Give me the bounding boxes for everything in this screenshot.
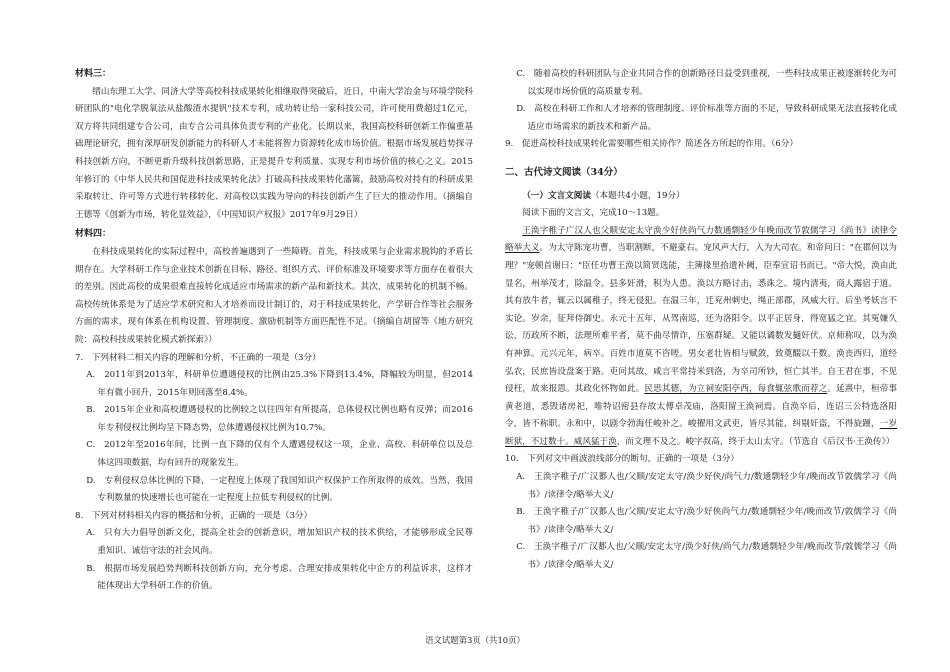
material-3-title: 材料三：	[75, 69, 112, 79]
q7-option-b: B. 2015年企业和高校遭遇侵权的比例较之以往四年有所提高，总体侵权比例也略有反弹；而2016年专利侵权比例均呈下降态势，总体遭遇侵权比例为10.7%。	[86, 405, 473, 433]
q10-option-c: C. 王涣字稚子/广汉郪人也/父顺/安定太守/涣少好侠/尚气力/数通剽轻少年/晚而改节/敦儒学习《尚书》/读律令/略举大义/	[516, 542, 897, 571]
q8-option-d: D. 高校在科研工作和人才培养的管理制度、评价标准等方面的不足，导致科研成果无法直接转化成适应市场需求的新技术和新产品。	[516, 104, 897, 132]
right-column	[505, 66, 897, 575]
question-8: 8. 下列对材料相关内容的概括和分析，正确的一项是（3分）	[75, 510, 313, 521]
left-column	[75, 66, 473, 596]
underlined-sentence-2: 一岁断狱，不过数十。威风猛于涣	[505, 419, 897, 447]
material-4-title: 材料四：	[75, 229, 112, 240]
classical-text	[505, 223, 897, 452]
text-part-2: 。延熹中，桓帝事黄老道，悉毁诸房祀，唯特诏密县存故太傅卓茂庙，洛阳留王涣祠焉。自涣卒后，连诏三公特选洛阳令，皆不称职。永和中，以剧令勃海任峻补之。峻擢用文武吏，皆尽其能，纠剔奸盗，不得旋踵，	[505, 384, 897, 430]
q10-option-a: A. 王涣字稚子/广汉郪人也/父顺/安定太守/涣少好侠/尚气力/数通剽轻少年/晚而改节敦儒学习《尚书》/读律令/略举大义/	[516, 472, 897, 500]
q7-option-d: D. 专利侵权总体比例的下降，一定程度上体现了我国知识产权保护工作所取得的成效。当然，我国专利数量的快速增长也可能在一定程度上拉低专利侵权的比例。	[86, 475, 473, 504]
q7-option-a: A. 2011年到2013年，科研单位遭遇侵权的比例由25.3%下降到13.4%，降幅较为明显，但2014年有微小回升，2015年则回落至8.4%。	[86, 370, 473, 398]
subsection-detail: （本题共4小题，19分）	[590, 190, 685, 201]
q8-option-c: C. 随着高校的科研团队与企业共同合作的创新路径日益受到重视，一些科技成果正被逐渐转化为可以实现市场价值的高质量专利。	[516, 69, 897, 97]
text-part-1: 。为太守陈宠功曹，当职割断，不避豪右。宠风声大行，入为大司农。和帝问曰："在郡何以为理？"宠顿首谢曰："臣任功曹王涣以简贤选能，主簿掾里拾遗补阙，臣奉宣诏书而已。"帝大悦，涣由此显名，州举茂才，除温令。县多奸滑，积为人患。涣以方略讨击，悉诛之。境内清夷，商人露宿于道。其有放牛者，辄云以属稚子，终无侵犯。在温三年，迁兖州刺史，绳正部郡，风威大行。后坐考妖言不实论。岁余，征拜侍御史。永元十五年，从驾南巡，还为洛阳令。以平正居身，得宽猛之宜。其冤嫌久讼，历政所不断，法理所难平者，莫不曲尽情诈，压塞群疑。又能以谲数发擿奸伏。京师称叹，以为涣有神算。元兴元年，病卒。百姓市道莫不咨嗟。男女老壮皆相与赋敛，致奠醊以千数。涣丧西归，道经弘农，民庶皆设盘案于路。吏问其故，咸言平常持米到洛，为卒司所钞，恒亡其半。自王君在事，不见侵枉，故来报恩。其政化怀物如此。	[505, 243, 897, 395]
underlined-sentence-1: 民思其德，为立祠安阳亭西，每食辄弦歌而荐之	[644, 384, 828, 395]
subsection-title: （一）文言文阅读	[522, 190, 591, 201]
q7-option-c: C. 2012年至2016年间，比例一直下降的仅有个人遭遇侵权这一项，企业、高校、科研单位以及总体这四项数据，均有回升的现象发生。	[86, 440, 473, 469]
question-9: 9. 促进高校科技成果转化需要哪些相关协作？简述各方所起的作用。（6分）	[505, 139, 798, 150]
subsection-heading	[505, 188, 897, 206]
material-3-body: 缙山东理工大学、同济大学等高校科技成果转化相继取得突破后，近日，中南大学冶金与环境学院科研团队的"电化学脱氧法从盐酸渣水提钒"技术专利，成功转让给一家科技公司，许可使用费超过1亿元，双方将共同组建专合公司，由专合公司具体负责专利的产业化。长期以来，我国高校科研创新工作偏重基础理论研究，拥有深厚研发创新能力的科研人才未能将智力资源转化成市场价值。根据市场发展趋势探寻科技创新方向，不断更新升级科技创新思路，正是提升专利质量、实现专利市场价值的核心之义。2015年修订的《中华人民共和国促进科技成果转化法》打破高科技成果转化藩篱，鼓励高校对持有的科研成果采取转让、许可等方式进行转移转化、对高校以实践为导向的科技创新产生了巨大的推动作用。（摘编自王德等《创新为市场，转化显效益》，《中国知识产权报》2017年9月29日）	[75, 86, 473, 220]
q8-option-a: A. 只有大力倡导创新文化，提高全社会的创新意识，增加知识产权的技术供给，才能够形成全民尊重知识、诚信守法的社会风尚。	[86, 528, 473, 557]
question-7: 7. 下列材料二相关内容的理解和分析，不正确的一项是（3分）	[75, 352, 321, 363]
page-footer: 语文试题第3页（共10页）	[425, 635, 525, 645]
q8-option-b: B. 根据市场发展趋势判断科技创新方向，充分考虑、合理安排成果转化中企方的利益诉求，这样才能体现出大学科研工作的价值。	[86, 563, 473, 592]
q10-option-b: B. 王涣字稚子/广汉郪人也/父顺/安定太守/涣少好侠尚气力/数通剽轻少年/晚而改节/敦儒学习《尚书》/读律令/略举大义/	[516, 507, 897, 535]
text-part-3: ，而文理不及之。峻字叔高，终于太山太守。（节选自《后汉书·王涣传》）	[616, 436, 895, 447]
reading-instruction: 阅读下面的文言文，完成10～13题。	[522, 208, 665, 219]
question-10: 10. 下列对文中画波浪线部分的断句，正确的一项是（3分）	[505, 454, 739, 465]
material-4-body: 在科技成果转化的实际过程中，高校普遍遇到了一些障碍。首先，科技成果与企业需求脱钩的矛盾长期存在。大学科研工作与企业技术创新在目标、路径、组织方式、评价标准及环境要求等方面存在着很大的差别。因此高校的成果很难直接转化成适应市场需求的新产品和新技术。其次，成果转化的机制不畅。高校传统体系是为了适应学术研究和人才培养而设计制订的，对于科技成果转化，产学研合作等社会服务方面的需求，现有体系在机构设置、管理制度、激励机制等方面匹配性不足。（摘编自胡留等《地方研究院：高校科技成果转化模式新探索》）	[75, 246, 473, 345]
section-2-heading: 二、古代诗文阅读（34分）	[505, 166, 623, 178]
wavy-line-passage: 王涣字稚子广汉人也父顺安定太守涣少好侠尚气力数通剽轻少年晚而改节敦儒学习《尚书》读律令略举大义	[505, 225, 897, 254]
